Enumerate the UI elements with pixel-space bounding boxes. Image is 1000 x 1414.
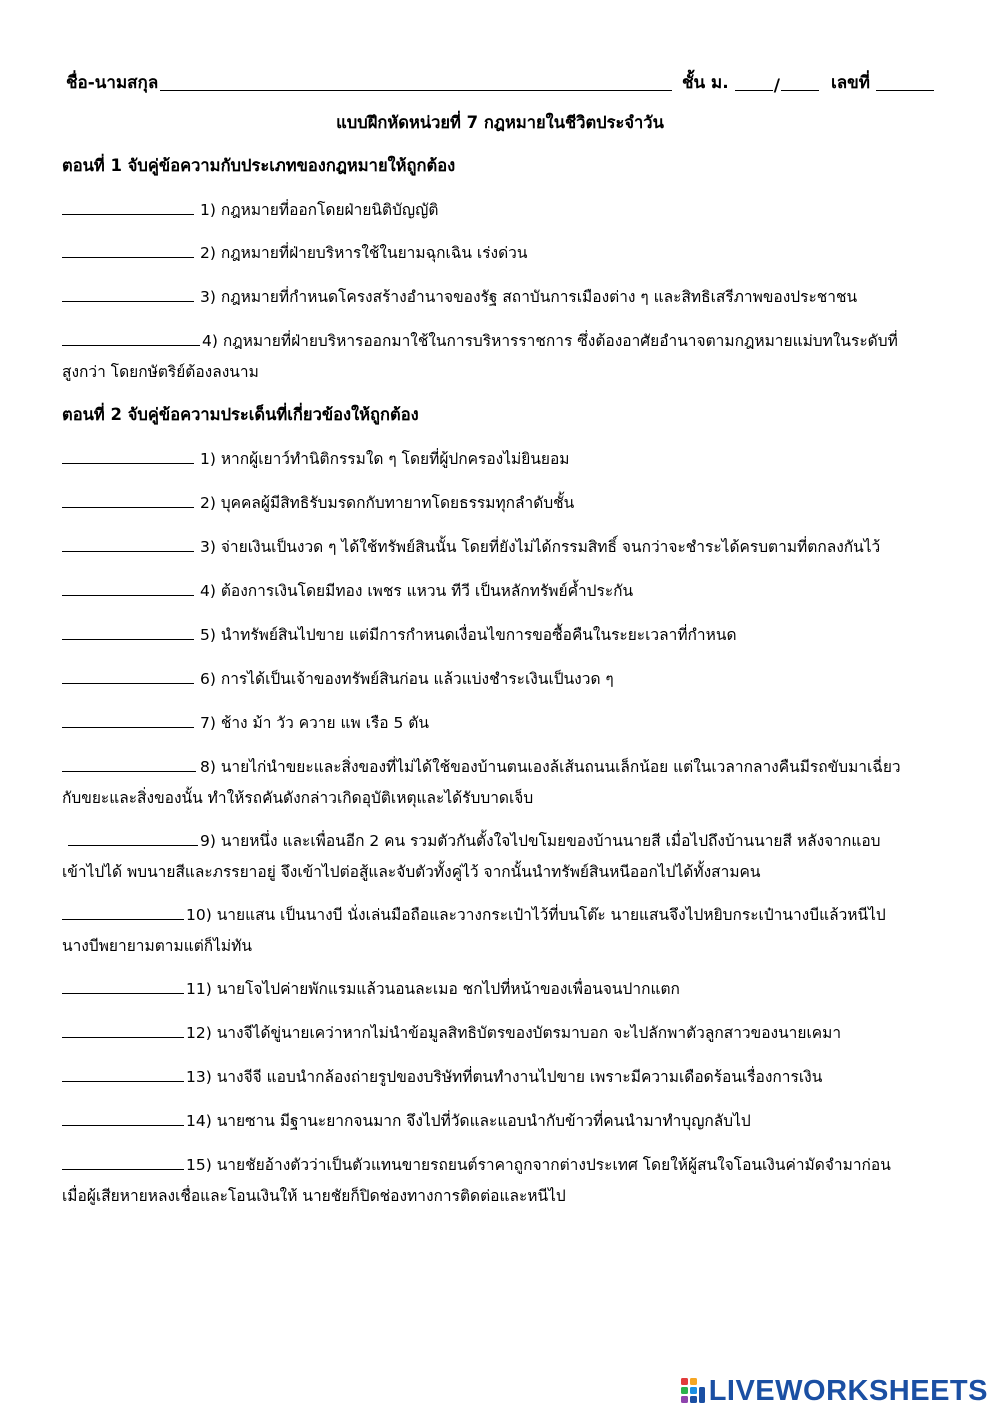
item-text: 13) นางจีจี แอบนำกล้องถ่ายรูปของบริษัทที่ตนทำงานไปขาย เพราะมีความเดือดร้อนเรื่องการเงิน [186, 1068, 823, 1086]
part2-item [62, 826, 942, 888]
answer-blank[interactable] [62, 576, 194, 596]
item-text: 8) นายไก่นำขยะและสิ่งของที่ไม่ได้ใช้ของบ้านตนเองล้เส้นถนนเล็กน้อย แต่ในเวลากลางคืนมีรถขับมาเฉี่ยว [200, 758, 901, 776]
part2-heading: ตอนที่ 2 จับคู่ข้อความประเด็นที่เกี่ยวข้องให้ถูกต้อง [62, 405, 419, 424]
item-text: 3) จ่ายเงินเป็นงวด ๆ ได้ใช้ทรัพย์สินนั้น โดยที่ยังไม่ได้กรรมสิทธิ์ จนกว่าจะชำระได้ครบตามที่ตกลงกันไว้ [200, 538, 881, 556]
item-text: 15) นายชัยอ้างตัวว่าเป็นตัวแทนขายรถยนต์ราคาถูกจากต่างประเทศ โดยให้ผู้สนใจโอนเงินค่ามัดจำมาก่อน [186, 1156, 891, 1174]
number-input-line[interactable] [876, 90, 934, 91]
part2-item [62, 620, 942, 651]
part2-item [62, 576, 942, 607]
answer-blank[interactable] [62, 1150, 184, 1170]
part1-item [62, 326, 942, 388]
answer-blank[interactable] [62, 282, 194, 302]
item-text: 14) นายซาน มีฐานะยากจนมาก จึงไปที่วัดและแอบนำกับข้าวที่คนนำมาทำบุญกลับไป [186, 1112, 751, 1130]
answer-blank[interactable] [62, 195, 194, 215]
item-text: 7) ช้าง ม้า วัว ควาย แพ เรือ 5 ตัน [200, 714, 429, 732]
item-text: 5) นำทรัพย์สินไปขาย แต่มีการกำหนดเงื่อนไขการขอซื้อคืนในระยะเวลาที่กำหนด [200, 626, 737, 644]
part1-item [62, 238, 942, 269]
part2-item [62, 1018, 942, 1049]
name-input-line[interactable] [160, 90, 672, 91]
answer-blank[interactable] [62, 752, 196, 772]
part2-item [62, 1150, 942, 1212]
part1-heading: ตอนที่ 1 จับคู่ข้อความกับประเภทของกฎหมายให้ถูกต้อง [62, 156, 456, 175]
item-text: 2) บุคคลผู้มีสิทธิรับมรดกกับทายาทโดยธรรมทุกลำดับชั้น [200, 494, 575, 512]
part2-item [62, 752, 942, 814]
part2-item [62, 708, 942, 739]
answer-blank[interactable] [62, 326, 200, 346]
item-text: 4) ต้องการเงินโดยมีทอง เพชร แหวน ทีวี เป็นหลักทรัพย์ค้ำประกัน [200, 582, 634, 600]
item-text: 1) หากผู้เยาว์ทำนิติกรรมใด ๆ โดยที่ผู้ปกครองไม่ยินยอม [200, 450, 570, 468]
answer-blank[interactable] [62, 708, 194, 728]
item-text-continued: นางบีพยายามตามแต่ก็ไม่ทัน [62, 937, 252, 955]
part2-item [62, 1106, 942, 1137]
worksheet-title: แบบฝึกหัดหน่วยที่ 7 กฎหมายในชีวิตประจำวัน [336, 113, 664, 132]
answer-blank[interactable] [62, 974, 184, 994]
grade-label: ชั้น ม. [681, 73, 729, 93]
item-text: 1) กฎหมายที่ออกโดยฝ่ายนิติบัญญัติ [200, 201, 439, 219]
item-text: 9) นายหนึ่ง และเพื่อนอีก 2 คน รวมตัวกันตั้งใจไปขโมยของบ้านนายสี เมื่อไปถึงบ้านนายสี หลังจากแอบ [200, 832, 881, 850]
part2-item [62, 488, 942, 519]
answer-blank[interactable] [62, 488, 194, 508]
answer-blank[interactable] [62, 1062, 184, 1082]
part2-item [62, 664, 942, 695]
answer-blank[interactable] [62, 1018, 184, 1038]
answer-blank[interactable] [62, 444, 194, 464]
item-text-continued: เข้าไปได้ พบนายสีและภรรยาอยู่ จึงเข้าไปต่อสู้และจับตัวทั้งคู่ไว้ จากนั้นนำทรัพย์สินหนีออกไปได้ทั้งสามคน [62, 863, 761, 881]
part2-item [62, 900, 942, 962]
part1-item [62, 195, 942, 226]
liveworksheets-logo [680, 1374, 988, 1408]
answer-blank[interactable] [68, 826, 198, 846]
part2-item [62, 444, 942, 475]
room-input-line[interactable] [781, 90, 819, 91]
item-text: 10) นายแสน เป็นนางบี นั่งเล่นมือถือและวางกระเป๋าไว้ที่บนโต๊ะ นายแสนจึงไปหยิบกระเป๋านางบีแล้วหนีไป [186, 906, 886, 924]
item-text: 11) นายโจไปค่ายพักแรมแล้วนอนละเมอ ชกไปที่หน้าของเพื่อนจนปากแตก [186, 980, 680, 998]
item-text-continued: เมื่อผู้เสียหายหลงเชื่อและโอนเงินให้ นายชัยก็ปิดช่องทางการติดต่อและหนีไป [62, 1187, 566, 1205]
part1-item [62, 282, 942, 313]
part2-item [62, 1062, 942, 1093]
answer-blank[interactable] [62, 238, 194, 258]
item-text: 12) นางจีได้ขู่นายเคว่าหากไม่นำข้อมูลสิทธิบัตรของบัตรมาบอก จะไปลักพาตัวลูกสาวของนายเคมา [186, 1024, 842, 1042]
item-text-continued: กับขยะและสิ่งของนั้น ทำให้รถคันดังกล่าวเกิดอุบัติเหตุและได้รับบาดเจ็บ [62, 789, 534, 807]
item-text: 4) กฎหมายที่ฝ่ายบริหารออกมาใช้ในการบริหารราชการ ซึ่งต้องอาศัยอำนาจตามกฎหมายแม่บทในระดับที่ [202, 332, 898, 350]
student-info-header [66, 66, 934, 96]
item-text: 6) การได้เป็นเจ้าของทรัพย์สินก่อน แล้วแบ่งชำระเงินเป็นงวด ๆ [200, 670, 614, 688]
grade-slash: / [773, 76, 780, 96]
liveworksheets-grid-icon [680, 1376, 706, 1406]
answer-blank[interactable] [62, 532, 194, 552]
number-label: เลขที่ [830, 73, 870, 93]
liveworksheets-wordmark: LIVEWORKSHEETS [708, 1374, 988, 1407]
answer-blank[interactable] [62, 664, 194, 684]
name-label: ชื่อ-นามสกุล [66, 73, 159, 93]
part2-item [62, 974, 942, 1005]
part2-item [62, 532, 942, 563]
grade-input-line[interactable] [735, 90, 773, 91]
item-text-continued: สูงกว่า โดยกษัตริย์ต้องลงนาม [62, 363, 259, 381]
answer-blank[interactable] [62, 1106, 184, 1126]
item-text: 2) กฎหมายที่ฝ่ายบริหารใช้ในยามฉุกเฉิน เร่งด่วน [200, 244, 528, 262]
answer-blank[interactable] [62, 900, 184, 920]
item-text: 3) กฎหมายที่กำหนดโครงสร้างอำนาจของรัฐ สถาบันการเมืองต่าง ๆ และสิทธิเสรีภาพของประชาชน [200, 288, 858, 306]
answer-blank[interactable] [62, 620, 194, 640]
